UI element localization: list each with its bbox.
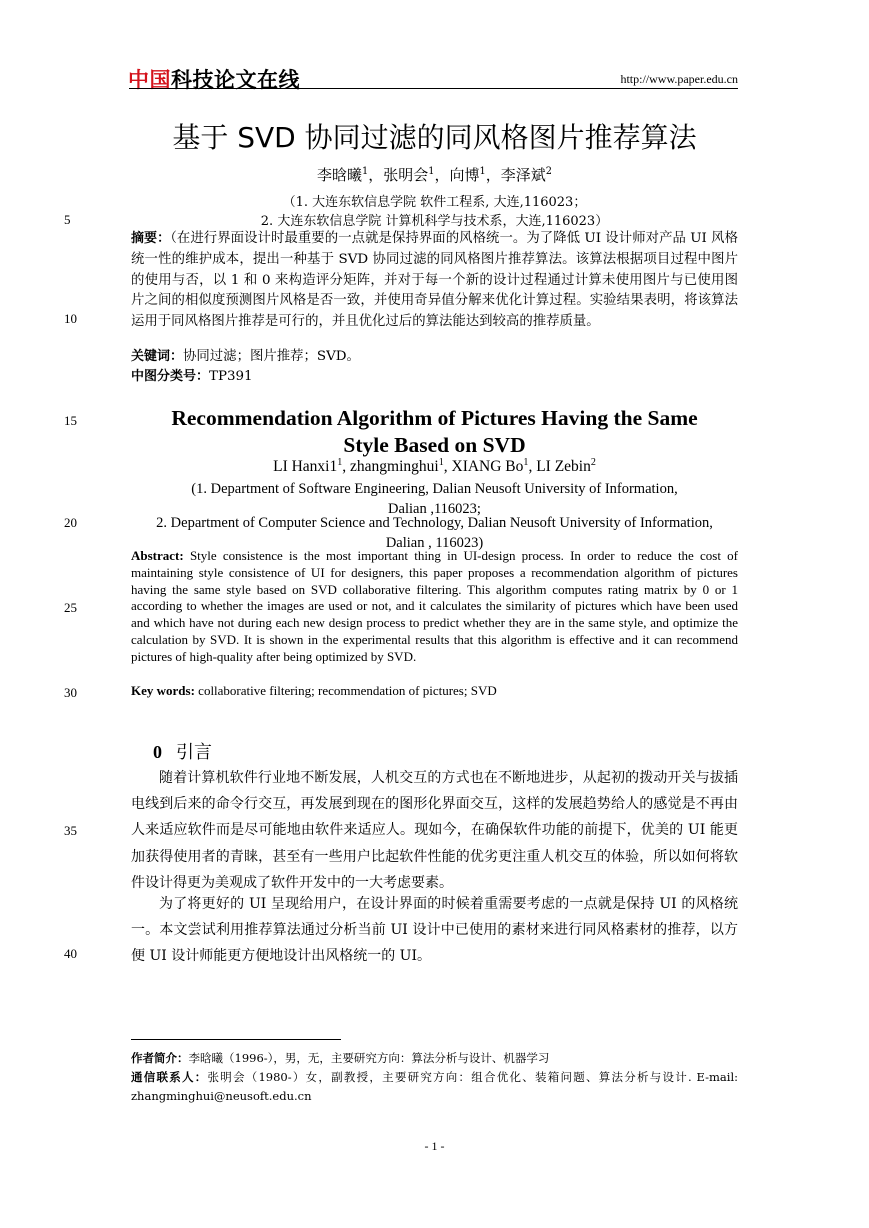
affiliation-en-2: 2. Department of Computer Science and Technology, Dalian Neusoft University of Information, Dalian , 116023) [156,515,713,551]
authors-en: LI $Hanxi1^1$, zhangminghui$^1$, XIANG Bo$^1$, LI Zebin$^2$ [273,457,596,476]
footnote-author: 作者简介：李晗曦（1996-），男，无，主要研究方向：算法分析与设计、机器学习 [131,1051,550,1065]
line-number: 30 [64,685,77,700]
keywords-cn: 关键词：协同过滤；图片推荐；SVD。 [131,349,360,364]
affiliation-cn-2: 2. 大连东软信息学院 计算机科学与技术系，大连,116023） [260,214,609,229]
journal-logo: 中国科技论文在线 [128,68,300,92]
affiliation-en-1: (1. Department of Software Engineering, Dalian Neusoft University of Information, Dalian ,116023; [191,481,678,517]
abstract-en: Abstract: Style consistence is the most important thing in UI-design process. In order to reduce the cost of maintaining style consistence of UI for designers, this paper proposes a recommendation algorithm of pictures having the same style based on SVD collaborative filtering. This algorithm computes rating matrix by 0 or 1 according to whether the images are used or not, and it calculates the similarity of pictures which have been used and which have not during each new design process to predict whether they are in the same style, and optimize the calculation by SVD. It is shown in the experimental results that this algorithm is effective and it can recommend pictures of high-quality after being optimized by SVD. [131,548,739,664]
affiliation-cn-1: （1. 大连东软信息学院 软件工程系, 大连,116023； [282,195,587,210]
line-number: 10 [64,311,77,326]
line-number: 20 [64,515,77,530]
header-rule [129,88,738,89]
footnote-contact: 通信联系人：张明会（1980-）女，副教授，主要研究方向：组合优化、装箱问题、算法分析与设计. E-mail: zhangminghui@neusoft.edu.cn [131,1070,739,1103]
line-number: 5 [64,212,71,227]
classification-cn: 中图分类号：TP391 [131,369,253,384]
header-url[interactable]: http://www.paper.edu.cn [620,72,738,86]
section-heading: 0 引言 [153,742,212,763]
line-number: 35 [64,823,77,838]
line-number: 15 [64,413,77,428]
paper-title-en: Recommendation Algorithm of Pictures Having the Same Style Based on SVD [171,406,698,457]
abstract-cn: 摘要：（在进行界面设计时最重要的一点就是保持界面的风格统一。为了降低 UI 设计师对产品 UI 风格统一性的维护成本，提出一种基于 SVD 协同过滤的同风格图片推荐算法。该算法根据项目过程中图片的使用与否，以 1 和 0 来构造评分矩阵，并对于每一个新的设计过程通过计算未使用图片与已使用图片之间的相似度预测图片风格是否一致，并使用奇异值分解来优化计算过程。实验结果表明，将该算法运用于同风格图片推荐是可行的，并且优化过后的算法能达到较高的推荐质量。 [131,231,738,330]
paragraph-1: 随着计算机软件行业地不断发展，人机交互的方式也在不断地进步，从起初的拨动开关与拔插电线到后来的命令行交互，再发展到现在的图形化界面交互，这样的发展趋势给人的感觉是不再由人来适应软件而是尽可能地由软件来适应人。现如今，在确保软件功能的前提下，优美的 UI 能更加获得使用者的青睐，甚至有一些用户比起软件性能的优劣更注重人机交互的体验，所以如何将软件设计得更为美观成了软件开发中的一大考虑要素。 [131,770,738,891]
keywords-en: Key words: collaborative filtering; recommendation of pictures; SVD [131,683,497,698]
paragraph-2: 为了将更好的 UI 呈现给用户，在设计界面的时候着重需要考虑的一点就是保持 UI 的风格统一。本文尝试利用推荐算法通过分析当前 UI 设计中已使用的素材来进行同风格素材的推荐，以方便 UI 设计师能更方便地设计出风格统一的 UI。 [131,896,738,965]
page-number: - 1 - [424,1139,445,1153]
line-number: 40 [64,946,77,961]
paper-title-cn: 基于 SVD 协同过滤的同风格图片推荐算法 [172,121,697,154]
line-number: 25 [64,600,77,615]
footnote-rule [131,1039,341,1040]
authors-cn: 李晗曦$^1$，张明会$^1$，向博$^1$，李泽斌$^2$ [317,166,552,184]
